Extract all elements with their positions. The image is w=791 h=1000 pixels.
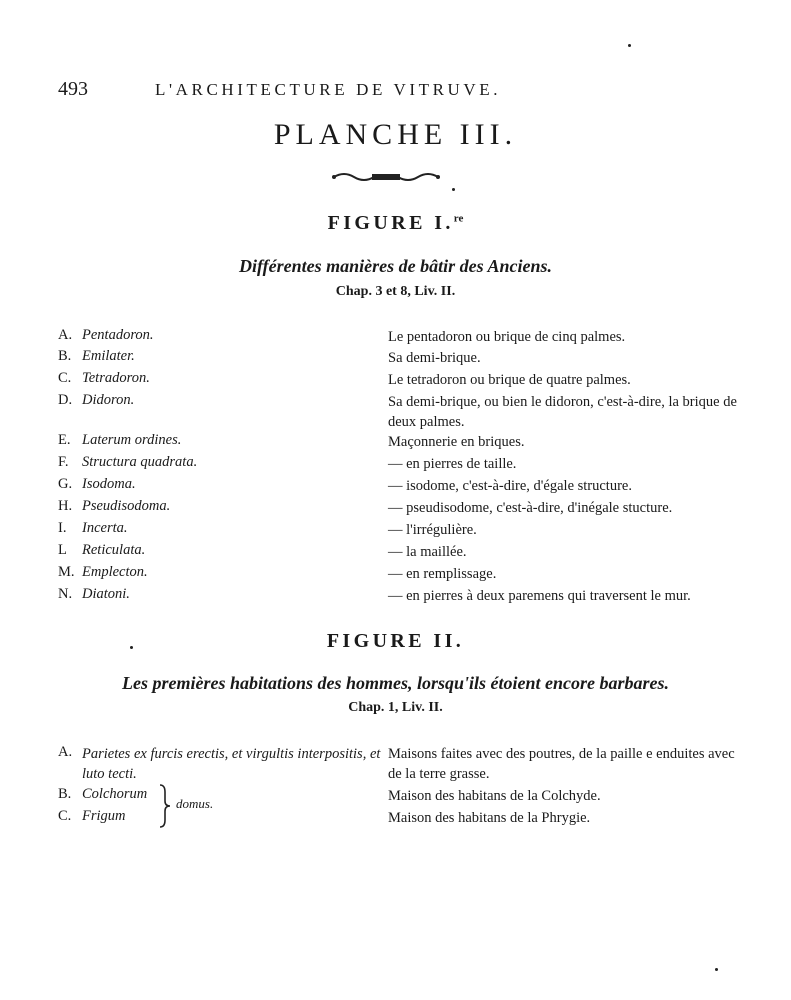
legend-latin: Parietes ex furcis erectis, et virgultis interpositis, et luto tecti. <box>82 746 381 782</box>
legend-letter: A. <box>58 327 73 343</box>
ink-speck <box>628 44 631 47</box>
legend-letter: B. <box>58 348 72 364</box>
legend-letter: I. <box>58 520 67 536</box>
legend-letter: F. <box>58 454 69 470</box>
legend-french: — pseudisodome, c'est-à-dire, d'inégale stucture. <box>388 500 673 516</box>
running-head <box>0 78 791 102</box>
legend-latin: Laterum ordines. <box>82 432 182 448</box>
ornament-icon <box>330 168 442 186</box>
legend-french: — en pierres à deux paremens qui traversent le mur. <box>388 588 691 604</box>
figure-2-chapter-ref: Chap. 1, Liv. II. <box>348 700 443 715</box>
figure-1-heading <box>0 212 791 235</box>
legend-french: — l'irrégulière. <box>388 522 477 538</box>
legend-letter: N. <box>58 586 73 602</box>
figure-1-heading-sup: re <box>453 212 464 225</box>
legend-letter: E. <box>58 432 71 448</box>
legend-latin: Pentadoron. <box>82 327 154 343</box>
legend-letter: A. <box>58 744 73 760</box>
legend-letter: C. <box>58 370 72 386</box>
figure-2-subtitle: Les premières habitations des hommes, lorsqu'ils étoient encore barbares. <box>121 673 669 693</box>
ink-speck <box>130 646 133 649</box>
legend-french: — la maillée. <box>388 544 467 560</box>
legend-letter: C. <box>58 808 72 824</box>
legend-french: Sa demi-brique. <box>388 350 481 366</box>
running-title: L'ARCHITECTURE DE VITRUVE. <box>155 80 502 99</box>
legend-latin: Diatoni. <box>82 586 130 602</box>
legend-latin: Structura quadrata. <box>82 454 198 470</box>
legend-latin: Incerta. <box>82 520 128 536</box>
brace-icon <box>158 784 172 828</box>
legend-latin: Didoron. <box>82 392 135 408</box>
legend-row <box>58 744 738 786</box>
legend-french: Sa demi-brique, ou bien le didoron, c'est-à-dire, la brique de deux palmes. <box>388 394 737 430</box>
legend-letter: B. <box>58 786 72 802</box>
figure-1-chapter-ref: Chap. 3 et 8, Liv. II. <box>335 284 456 299</box>
legend-letter: D. <box>58 392 73 408</box>
legend-letter: L <box>58 542 67 558</box>
page-number: 493 <box>58 78 88 100</box>
figure-1-subtitle: Différentes manières de bâtir des Anciens. <box>239 256 552 276</box>
ink-speck <box>452 188 455 191</box>
legend-french: Maison des habitans de la Colchyde. <box>388 788 601 804</box>
legend-latin: Pseudisodoma. <box>82 498 171 514</box>
figure-1-heading-text: FIGURE I. <box>327 212 454 234</box>
legend-french: Le tetradoron ou brique de quatre palmes. <box>388 372 631 388</box>
legend-french: — en remplissage. <box>388 566 497 582</box>
legend-latin: Tetradoron. <box>82 370 150 386</box>
legend-french: Maisons faites avec des poutres, de la paille e enduites avec de la terre grasse. <box>388 746 735 782</box>
legend-latin: Frigum <box>82 808 126 824</box>
legend-letter: H. <box>58 498 73 514</box>
brace-label: domus. <box>176 796 214 811</box>
figure-2-heading: FIGURE II. <box>326 630 465 652</box>
legend-latin: Isodoma. <box>82 476 136 492</box>
legend-latin: Emilater. <box>82 348 135 364</box>
plate-title: PLANCHE III. <box>273 118 518 151</box>
ink-speck <box>715 968 718 971</box>
legend-french: Le pentadoron ou brique de cinq palmes. <box>388 329 626 345</box>
legend-french: — isodome, c'est-à-dire, d'égale structure. <box>388 478 632 494</box>
legend-latin: Reticulata. <box>82 542 146 558</box>
legend-latin: Colchorum <box>82 786 148 802</box>
legend-letter: G. <box>58 476 73 492</box>
legend-letter: M. <box>58 564 75 580</box>
legend-french: Maçonnerie en briques. <box>388 434 525 450</box>
legend-french: Maison des habitans de la Phrygie. <box>388 810 591 826</box>
legend-latin: Emplecton. <box>82 564 148 580</box>
legend-french: — en pierres de taille. <box>388 456 517 472</box>
